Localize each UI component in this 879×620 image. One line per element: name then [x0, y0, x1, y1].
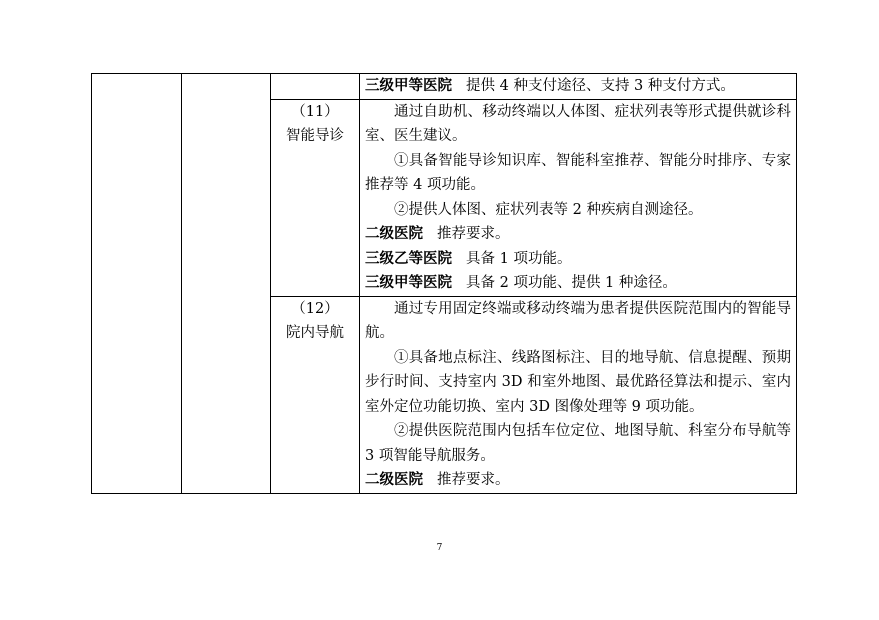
- level-requirement: [365, 271, 791, 296]
- level-label: 三级乙等医院: [365, 249, 452, 267]
- item-number: （12）: [291, 300, 339, 317]
- level-label: 二级医院: [365, 471, 423, 488]
- content-cell: [360, 74, 797, 100]
- level-text: 推荐要求。: [437, 472, 510, 488]
- category-cell: [92, 74, 182, 494]
- item-name: 院内导航: [286, 325, 344, 341]
- description-paragraph: ②提供人体图、症状列表等 2 种疾病自测途径。: [394, 201, 703, 218]
- description-paragraph: ①具备地点标注、线路图标注、目的地导航、信息提醒、预期步行时间、支持室内 3D 和室外地图、最优路径算法和提示、室内室外定位功能切换、室内 3D 图像处理等 9 项功能。: [365, 349, 791, 415]
- description-paragraph: ①具备智能导诊知识库、智能科室推荐、智能分时排序、专家推荐等 4 项功能。: [365, 152, 791, 193]
- item-cell: [271, 296, 360, 493]
- level-requirement: [365, 74, 791, 99]
- description-paragraph: 通过自助机、移动终端以人体图、症状列表等形式提供就诊科室、医生建议。: [365, 103, 791, 144]
- requirements-table: [91, 73, 797, 494]
- content-cell: [360, 99, 797, 296]
- level-text: 推荐要求。: [437, 226, 510, 242]
- level-label: 三级甲等医院: [365, 274, 452, 291]
- content-cell: [360, 296, 797, 493]
- item-cell: [271, 99, 360, 296]
- level-requirement: [365, 247, 791, 272]
- item-number: （11）: [291, 103, 339, 120]
- description-paragraph: 通过专用固定终端或移动终端为患者提供医院范围内的智能导航。: [365, 300, 791, 341]
- item-name: 智能导诊: [286, 128, 344, 144]
- page-number: 7: [436, 543, 443, 553]
- item-cell: [271, 74, 360, 100]
- level-requirement: [365, 222, 791, 247]
- subcategory-cell: [182, 74, 271, 494]
- level-text: 具备 2 项功能、提供 1 种途径。: [466, 275, 677, 291]
- description-paragraph: ②提供医院范围内包括车位定位、地图导航、科室分布导航等 3 项智能导航服务。: [365, 423, 791, 464]
- level-label: 三级甲等医院: [365, 77, 452, 94]
- level-requirement: [365, 468, 791, 493]
- level-text: 具备 1 项功能。: [466, 250, 572, 267]
- table-row: [92, 74, 797, 100]
- level-label: 二级医院: [365, 225, 423, 242]
- level-text: 提供 4 种支付途径、支持 3 种支付方式。: [466, 78, 735, 94]
